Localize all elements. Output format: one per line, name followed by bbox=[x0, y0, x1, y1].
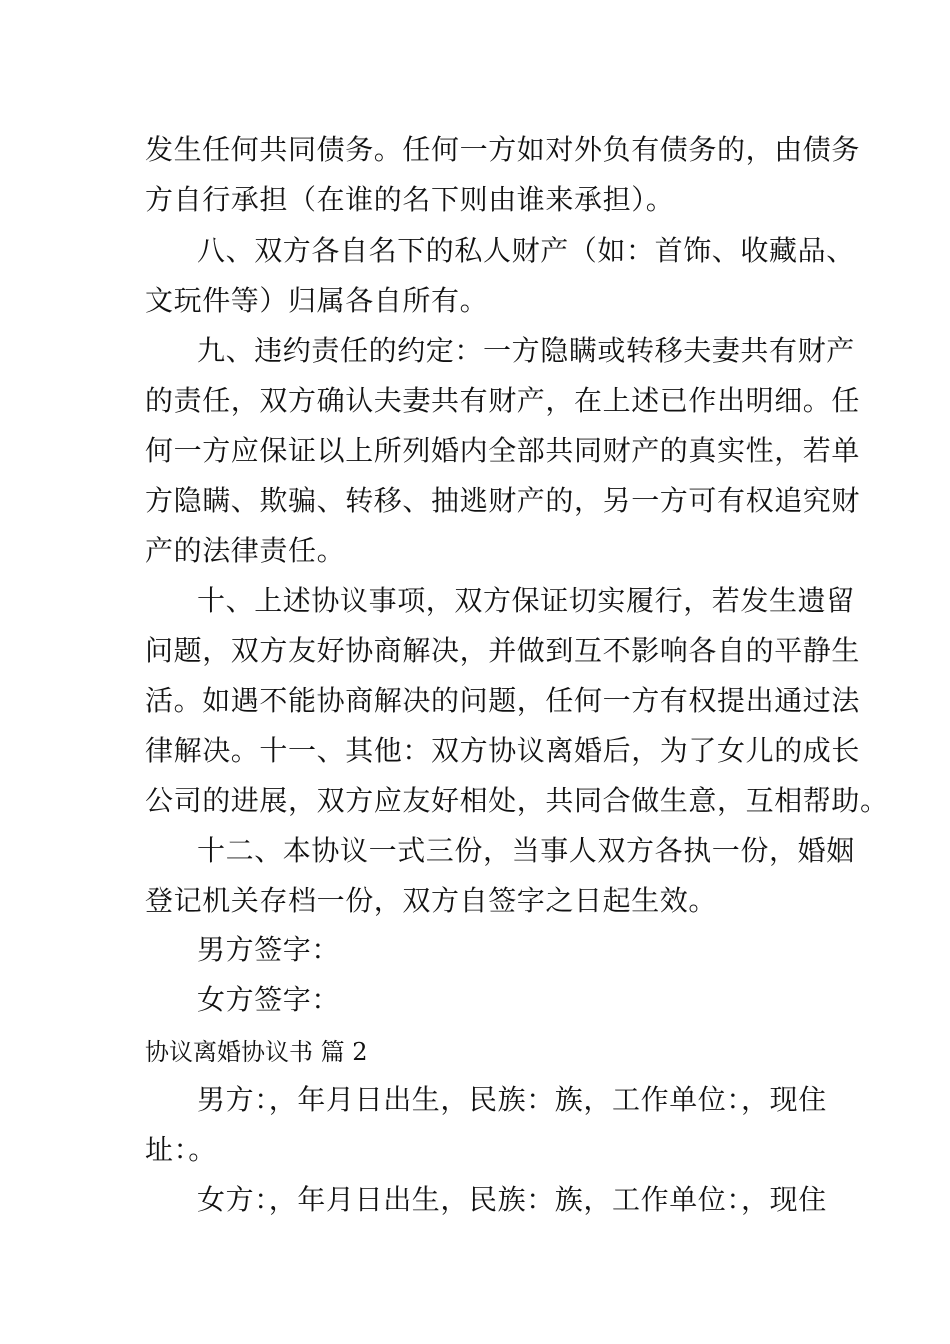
text-line: 文玩件等）归属各自所有。 bbox=[145, 284, 489, 317]
text-line: 何一方应保证以上所列婚内全部共同财产的真实性，若单 bbox=[145, 434, 861, 467]
text-line: 问题，双方友好协商解决，并做到互不影响各自的平静生 bbox=[145, 634, 861, 667]
text-line: 方隐瞒、欺骗、转移、抽逃财产的，另一方可有权追究财 bbox=[145, 484, 861, 517]
female-info-line: 女方：，年月日出生，民族：族，工作单位：，现住 bbox=[197, 1183, 827, 1216]
text-line: 方自行承担（在谁的名下则由谁来承担）。 bbox=[145, 183, 675, 216]
text-line: 登记机关存档一份，双方自签字之日起生效。 bbox=[145, 884, 718, 917]
paragraph-8-line: 八、双方各自名下的私人财产（如：首饰、收藏品、 bbox=[197, 234, 855, 267]
text-line: 公司的进展，双方应友好相处，共同合做生意，互相帮助。 bbox=[145, 784, 889, 817]
male-signature-label: 男方签字： bbox=[197, 933, 341, 966]
paragraph-12-line: 十二、本协议一式三份，当事人双方各执一份，婚姻 bbox=[197, 834, 855, 867]
text-line: 的责任，双方确认夫妻共有财产，在上述已作出明细。任 bbox=[145, 384, 861, 417]
male-info-line: 男方：，年月日出生，民族：族，工作单位：，现住 bbox=[197, 1083, 827, 1116]
female-signature-label: 女方签字： bbox=[197, 983, 341, 1016]
text-line: 活。如遇不能协商解决的问题，任何一方有权提出通过法 bbox=[145, 684, 861, 717]
text-line: 产的法律责任。 bbox=[145, 534, 346, 567]
paragraph-9-line: 九、违约责任的约定：一方隐瞒或转移夫妻共有财产 bbox=[197, 334, 855, 367]
text-line: 址：。 bbox=[145, 1133, 217, 1166]
text-line: 发生任何共同债务。任何一方如对外负有债务的，由债务 bbox=[145, 133, 861, 166]
paragraph-10-line: 十、上述协议事项，双方保证切实履行，若发生遗留 bbox=[197, 584, 855, 617]
text-line: 律解决。十一、其他：双方协议离婚后，为了女儿的成长 bbox=[145, 734, 861, 767]
section-heading: 协议离婚协议书 篇 2 bbox=[145, 1038, 368, 1066]
